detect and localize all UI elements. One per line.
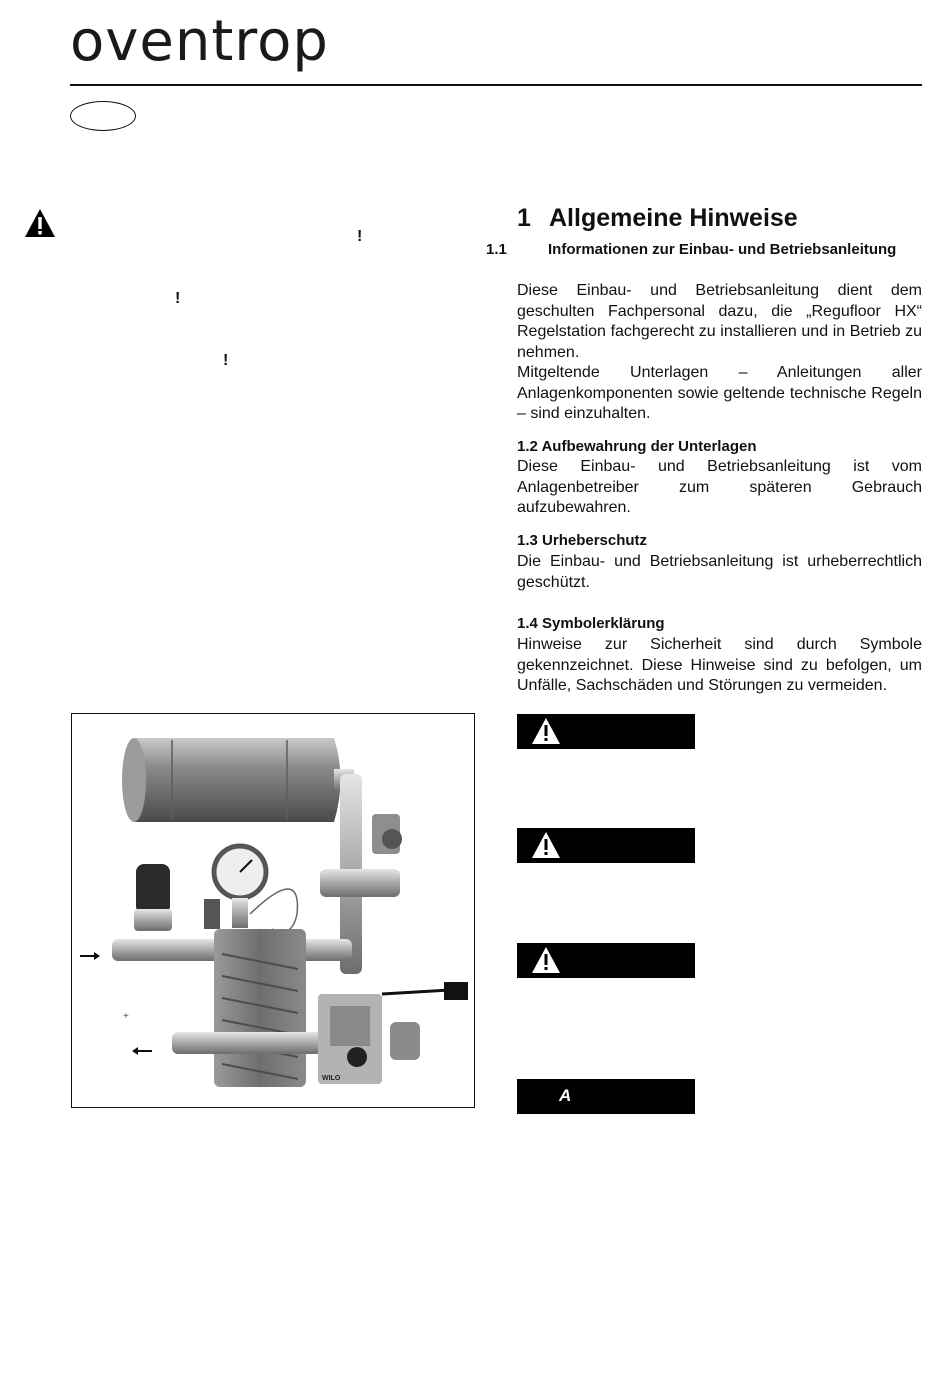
- warning-badge: [517, 943, 695, 978]
- product-figure: [71, 713, 475, 1108]
- regufloor-station-illustration: [72, 714, 474, 1107]
- subsection-1-2-title: 1.2 Aufbewahrung der Unterlagen: [517, 438, 757, 455]
- subsection-1-4-body: Hinweise zur Sicherheit sind durch Symbole gekennzeichnet. Diese Hinweise sind zu befolgen, um Unfälle, Sachschäden und Störungen zu vermeiden.: [517, 636, 922, 695]
- warning-triangle-icon: [531, 831, 561, 860]
- pump-brand-label: WILO: [322, 1075, 341, 1082]
- subsection-1-3-title: 1.3 Urheberschutz: [517, 532, 648, 549]
- section-heading: 1 Allgemeine Hinweise: [517, 204, 798, 232]
- warning-triangle-icon: [531, 717, 561, 746]
- note-badge: [517, 1079, 695, 1114]
- subsection-1-1-title: 1.1 Informationen zur Einbau- und Betriebsanleitung: [486, 241, 897, 258]
- warning-triangle-icon: [531, 946, 561, 975]
- exclamation-mark: !: [357, 228, 363, 245]
- subsection-1-1-body: Diese Einbau- und Betriebsanleitung dient dem geschulten Fachpersonal dazu, die „Regufloor HX“ Regelstation fachgerecht zu installieren und in Betrieb zu nehmen.: [517, 282, 922, 362]
- note-letter: A: [559, 1086, 572, 1105]
- oventrop-logo: oventrop: [70, 9, 329, 74]
- exclamation-mark: !: [175, 290, 181, 307]
- subsection-1-2-body: Diese Einbau- und Betriebsanleitung ist vom Anlagenbetreiber zum späteren Gebrauch aufzubewahren.: [517, 458, 922, 517]
- language-oval: [70, 101, 136, 131]
- plus-mark: +: [123, 1011, 129, 1022]
- flow-arrow-right-icon: [80, 952, 100, 960]
- warning-badge: [517, 828, 695, 863]
- warning-triangle-icon: [24, 208, 56, 238]
- header-rule: [70, 84, 922, 86]
- flow-arrow-left-icon: [132, 1047, 152, 1055]
- subsection-1-3-body: Die Einbau- und Betriebsanleitung ist urheberrechtlich geschützt.: [517, 553, 922, 591]
- subsection-1-1-body2: Mitgeltende Unterlagen – Anleitungen aller Anlagenkomponenten sowie geltende technische Regeln – sind einzuhalten.: [517, 364, 922, 423]
- warning-badge: [517, 714, 695, 749]
- exclamation-mark: !: [223, 352, 229, 369]
- subsection-1-4-title: 1.4 Symbolerklärung: [517, 615, 665, 632]
